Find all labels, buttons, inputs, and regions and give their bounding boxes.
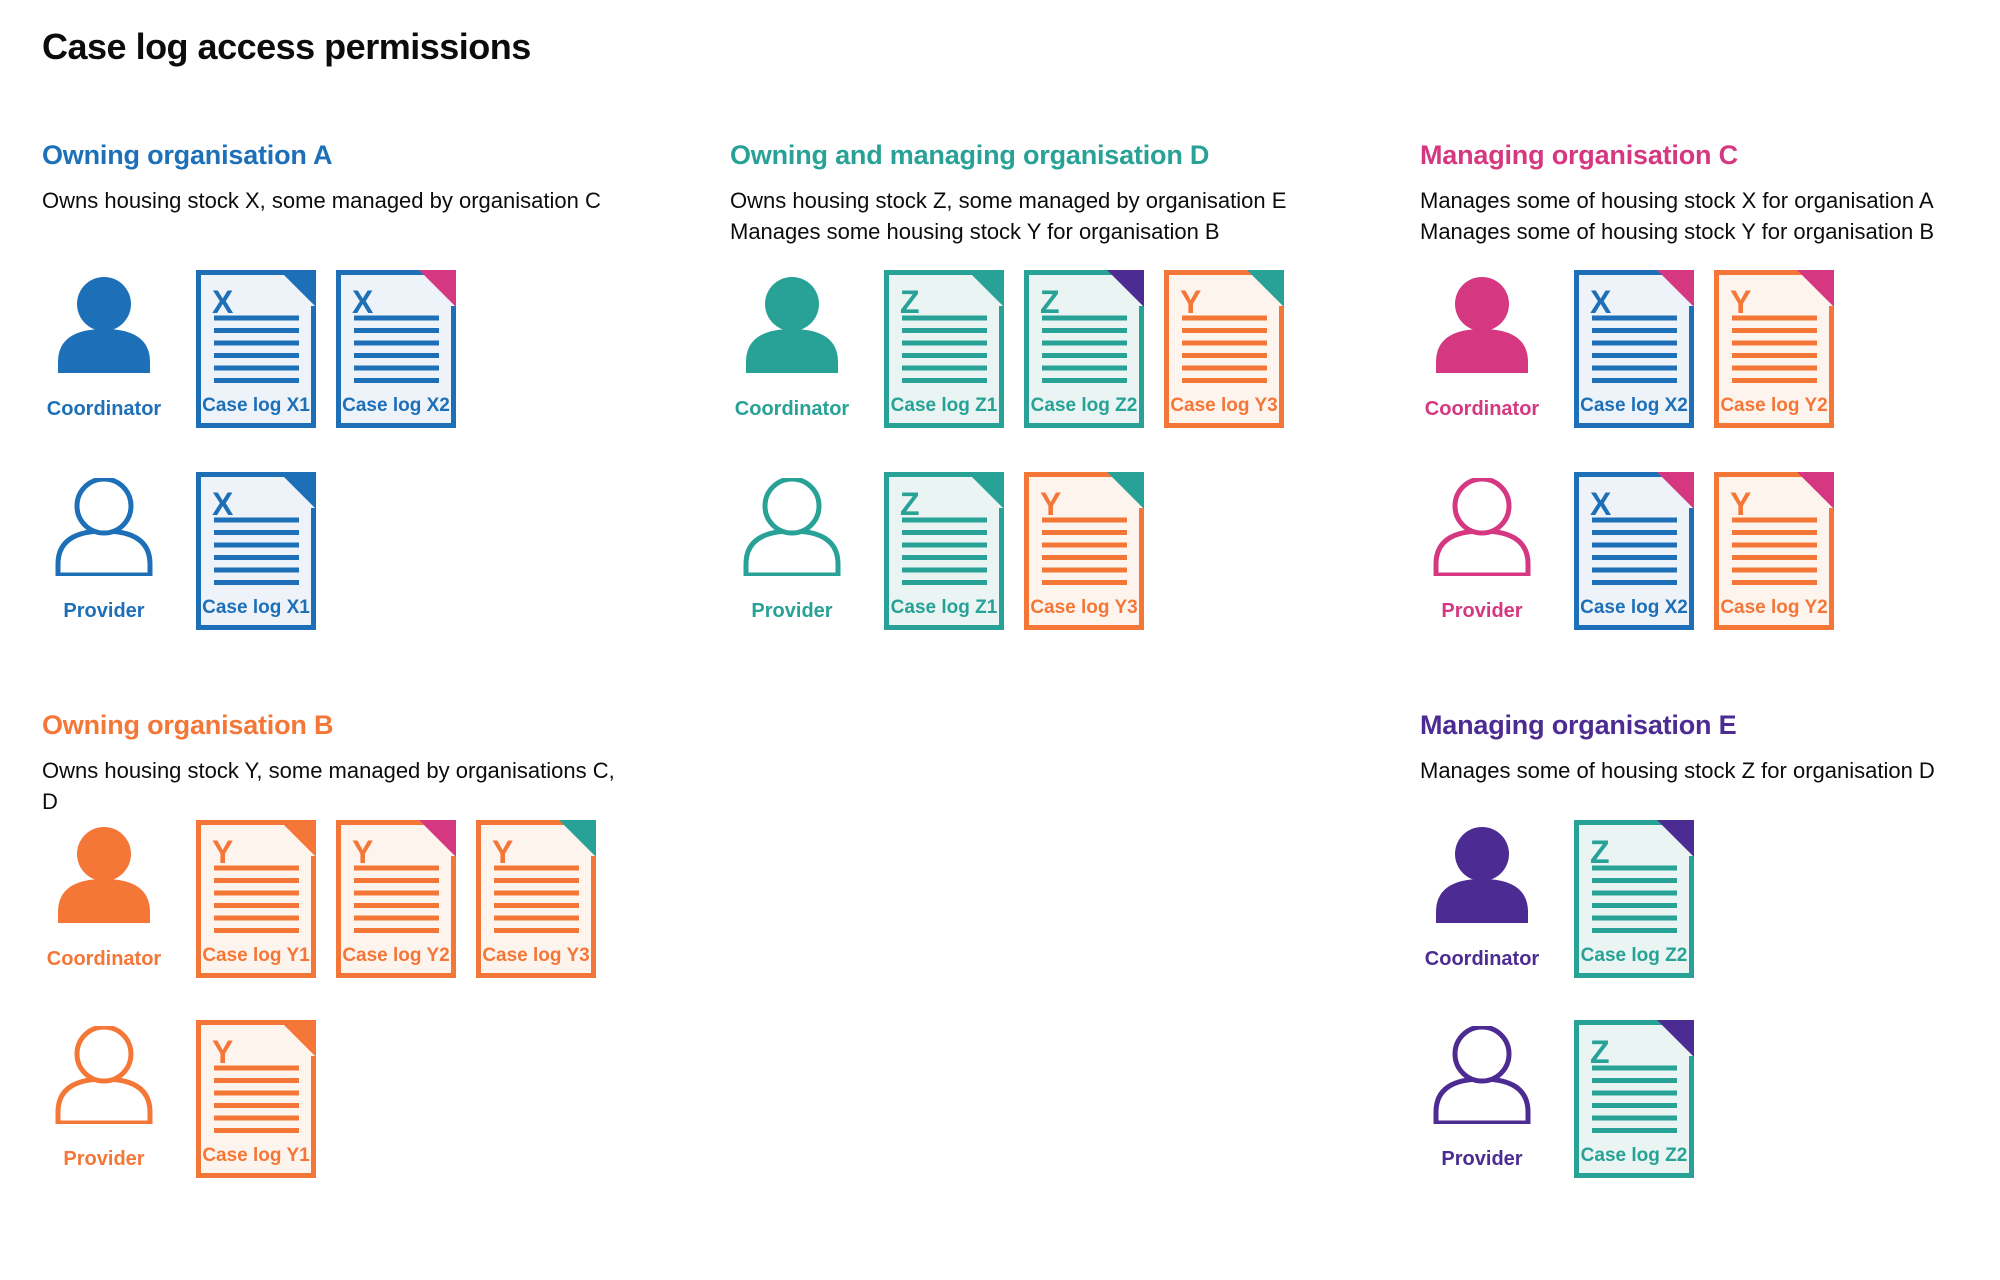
stock-letter: Z (1040, 284, 1060, 320)
document-icon (1574, 472, 1694, 630)
case-log-label: Case log X2 (1580, 395, 1688, 416)
case-log-documents (1574, 1020, 1694, 1178)
case-log-document (1574, 820, 1694, 978)
case-log-documents (884, 472, 1144, 630)
case-log-label: Case log Y1 (202, 1145, 310, 1166)
case-log-document (336, 820, 456, 978)
case-log-label: Case log X1 (202, 597, 310, 618)
role-label: Provider (1441, 1148, 1523, 1170)
stock-letter: Z (1590, 1034, 1610, 1070)
document-icon (476, 820, 596, 978)
case-log-document (1574, 1020, 1694, 1178)
case-log-label: Case log Z2 (1580, 1145, 1688, 1166)
case-log-documents (196, 472, 316, 630)
stock-letter: Y (492, 834, 514, 870)
coordinator-person (1420, 820, 1544, 971)
case-log-label: Case log Z2 (1030, 395, 1138, 416)
coordinator-person (730, 270, 854, 421)
case-log-document (196, 1020, 316, 1178)
coordinator-row (730, 270, 1284, 428)
description-line: Owns housing stock X, some managed by organisation C (42, 188, 601, 213)
stock-letter: X (1590, 486, 1612, 522)
provider-person (42, 1020, 166, 1171)
section-org-c (1420, 140, 2000, 622)
case-log-label: Case log Y3 (482, 945, 590, 966)
section-heading: Owning organisation B (42, 710, 334, 740)
section-heading: Managing organisation C (1420, 140, 1738, 170)
document-icon (1714, 270, 1834, 428)
case-log-label: Case log Y2 (1720, 597, 1828, 618)
provider-person (1420, 472, 1544, 623)
document-icon (336, 270, 456, 428)
page-title: Case log access permissions (42, 26, 531, 67)
case-log-label: Case log Z2 (1580, 945, 1688, 966)
case-log-document (1574, 472, 1694, 630)
coordinator-person-icon (54, 276, 154, 374)
case-log-document (884, 270, 1004, 428)
provider-person-icon (54, 478, 154, 576)
stock-letter: X (352, 284, 374, 320)
case-log-label: Case log Y2 (342, 945, 450, 966)
case-log-label: Case log X2 (1580, 597, 1688, 618)
section-description (1420, 185, 2000, 247)
stock-letter: Z (900, 486, 920, 522)
role-label: Provider (63, 600, 145, 622)
stock-letter: Y (352, 834, 374, 870)
section-heading: Managing organisation E (1420, 710, 1737, 740)
coordinator-person (1420, 270, 1544, 421)
case-log-label: Case log Y1 (202, 945, 310, 966)
case-log-label: Case log X1 (202, 395, 310, 416)
coordinator-row (1420, 270, 1834, 428)
provider-person-icon (54, 1026, 154, 1124)
case-log-document (884, 472, 1004, 630)
role-label: Provider (1441, 600, 1523, 622)
description-line: Manages some of housing stock X for organisation A (1420, 188, 1934, 213)
document-icon (1574, 820, 1694, 978)
case-log-label: Case log Z1 (890, 395, 998, 416)
coordinator-row (42, 820, 596, 978)
section-description (1420, 755, 2000, 786)
section-description (42, 755, 622, 817)
document-icon (196, 820, 316, 978)
case-log-label: Case log Y3 (1170, 395, 1278, 416)
case-log-document (1574, 270, 1694, 428)
stock-letter: Y (1040, 486, 1062, 522)
provider-person (1420, 1020, 1544, 1171)
provider-person-icon (742, 478, 842, 576)
document-icon (1714, 472, 1834, 630)
case-log-label: Case log X2 (342, 395, 450, 416)
document-icon (884, 472, 1004, 630)
case-log-document (196, 270, 316, 428)
description-line: Manages some of housing stock Y for organisation B (1420, 219, 1935, 244)
case-log-document (1024, 472, 1144, 630)
case-log-label: Case log Y3 (1030, 597, 1138, 618)
role-label: Coordinator (46, 398, 162, 420)
case-log-document (336, 270, 456, 428)
case-log-documents (196, 1020, 316, 1178)
document-icon (1024, 472, 1144, 630)
document-icon (196, 472, 316, 630)
role-label: Coordinator (1424, 398, 1540, 420)
document-icon (1024, 270, 1144, 428)
role-label: Coordinator (734, 398, 850, 420)
coordinator-person-icon (1432, 276, 1532, 374)
case-log-document (1714, 270, 1834, 428)
provider-row (42, 472, 316, 630)
stock-letter: Y (212, 834, 234, 870)
coordinator-person (42, 270, 166, 421)
description-line: Manages some of housing stock Z for organisation D (1420, 758, 1935, 783)
section-org-a (42, 140, 622, 622)
case-log-documents (1574, 472, 1834, 630)
provider-person (42, 472, 166, 623)
stock-letter: Y (1730, 486, 1752, 522)
role-label: Provider (751, 600, 833, 622)
section-heading: Owning and managing organisation D (730, 140, 1210, 170)
provider-person (730, 472, 854, 623)
description-line: Owns housing stock Y, some managed by organisations C, D (42, 758, 615, 814)
provider-person-icon (1432, 478, 1532, 576)
provider-row (730, 472, 1144, 630)
provider-row (1420, 472, 1834, 630)
stock-letter: Y (1180, 284, 1202, 320)
case-log-document (1024, 270, 1144, 428)
coordinator-person-icon (54, 826, 154, 924)
document-icon (1574, 1020, 1694, 1178)
section-org-e (1420, 710, 2000, 1170)
document-icon (336, 820, 456, 978)
section-description (730, 185, 1310, 247)
stock-letter: X (212, 284, 234, 320)
document-icon (1574, 270, 1694, 428)
case-log-documents (196, 820, 596, 978)
description-line: Owns housing stock Z, some managed by organisation E (730, 188, 1287, 213)
coordinator-row (42, 270, 456, 428)
document-icon (196, 270, 316, 428)
stock-letter: Y (1730, 284, 1752, 320)
section-description (42, 185, 622, 216)
coordinator-row (1420, 820, 1694, 978)
stock-letter: X (1590, 284, 1612, 320)
section-heading: Owning organisation A (42, 140, 333, 170)
case-log-documents (1574, 820, 1694, 978)
case-log-document (196, 820, 316, 978)
document-icon (196, 1020, 316, 1178)
document-icon (884, 270, 1004, 428)
case-log-documents (1574, 270, 1834, 428)
stock-letter: Z (900, 284, 920, 320)
case-log-document (1714, 472, 1834, 630)
role-label: Coordinator (46, 948, 162, 970)
section-org-b (42, 710, 622, 1170)
case-log-label: Case log Z1 (890, 597, 998, 618)
stock-letter: Z (1590, 834, 1610, 870)
provider-row (1420, 1020, 1694, 1178)
coordinator-person-icon (1432, 826, 1532, 924)
case-log-document (196, 472, 316, 630)
provider-row (42, 1020, 316, 1178)
case-log-documents (196, 270, 456, 428)
coordinator-person (42, 820, 166, 971)
coordinator-person-icon (742, 276, 842, 374)
case-log-label: Case log Y2 (1720, 395, 1828, 416)
case-log-document (1164, 270, 1284, 428)
stock-letter: Y (212, 1034, 234, 1070)
case-log-documents (884, 270, 1284, 428)
role-label: Provider (63, 1148, 145, 1170)
document-icon (1164, 270, 1284, 428)
description-line: Manages some housing stock Y for organisation B (730, 219, 1220, 244)
provider-person-icon (1432, 1026, 1532, 1124)
case-log-document (476, 820, 596, 978)
section-org-d (730, 140, 1310, 622)
role-label: Coordinator (1424, 948, 1540, 970)
stock-letter: X (212, 486, 234, 522)
